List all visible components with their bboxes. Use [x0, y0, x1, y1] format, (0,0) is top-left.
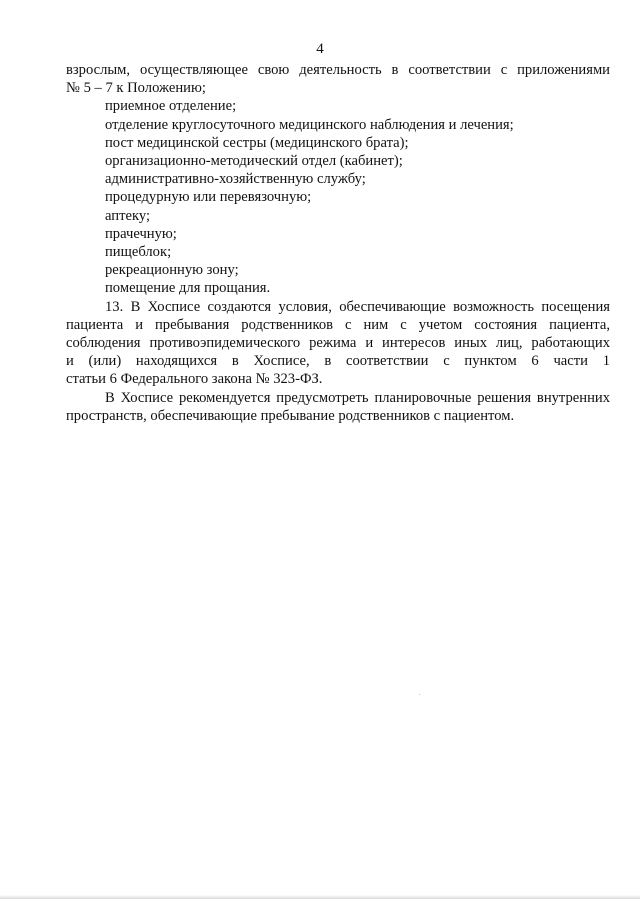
recommendation-line-2: пространств, обеспечивающие пребывание родственников с пациентом.: [66, 407, 515, 424]
page-number: 4: [316, 41, 324, 57]
paragraph-13-line-4: и (или) находящихся в Хосписе, в соответствии с пунктом 6 части 1: [66, 353, 610, 370]
intro-paragraph: [66, 61, 610, 97]
paragraph-13-line-3: соблюдения противоэпидемического режима и интересов иных лиц, работающих: [66, 335, 610, 352]
list-item: пищеблок;: [105, 244, 172, 261]
paragraph-13-line-1: 13. В Хосписе создаются условия, обеспечивающие возможность посещения: [105, 298, 610, 315]
scan-speck: [419, 694, 420, 695]
paragraph-13: [66, 298, 610, 389]
list-item: прачечную;: [105, 225, 177, 242]
intro-line-1: взрослым, осуществляющее свою деятельность в соответствии с приложениями: [66, 62, 610, 78]
recommendation-line-1: В Хосписе рекомендуется предусмотреть планировочные решения внутренних: [105, 389, 610, 406]
list-item: отделение круглосуточного медицинского наблюдения и лечения;: [105, 116, 514, 133]
list-item: административно-хозяйственную службу;: [105, 171, 366, 188]
intro-line-2: № 5 – 7 к Положению;: [66, 80, 206, 97]
list-item: помещение для прощания.: [105, 280, 271, 297]
list-item: приемное отделение;: [105, 98, 237, 115]
paragraph-13-line-5: статьи 6 Федерального закона № 323-ФЗ.: [66, 371, 323, 388]
list-item: аптеку;: [105, 207, 150, 224]
document-body: [66, 61, 610, 425]
list-item: процедурную или перевязочную;: [105, 189, 312, 206]
list-item: рекреационную зону;: [105, 262, 239, 279]
recommendation-paragraph: [66, 389, 610, 425]
list-item: организационно-методический отдел (кабинет);: [105, 153, 403, 170]
premises-list: [66, 97, 610, 297]
paragraph-13-line-2: пациента и пребывания родственников с ним с учетом состояния пациента,: [66, 316, 610, 333]
scan-bottom-edge: [0, 895, 640, 899]
list-item: пост медицинской сестры (медицинского брата);: [105, 134, 409, 151]
